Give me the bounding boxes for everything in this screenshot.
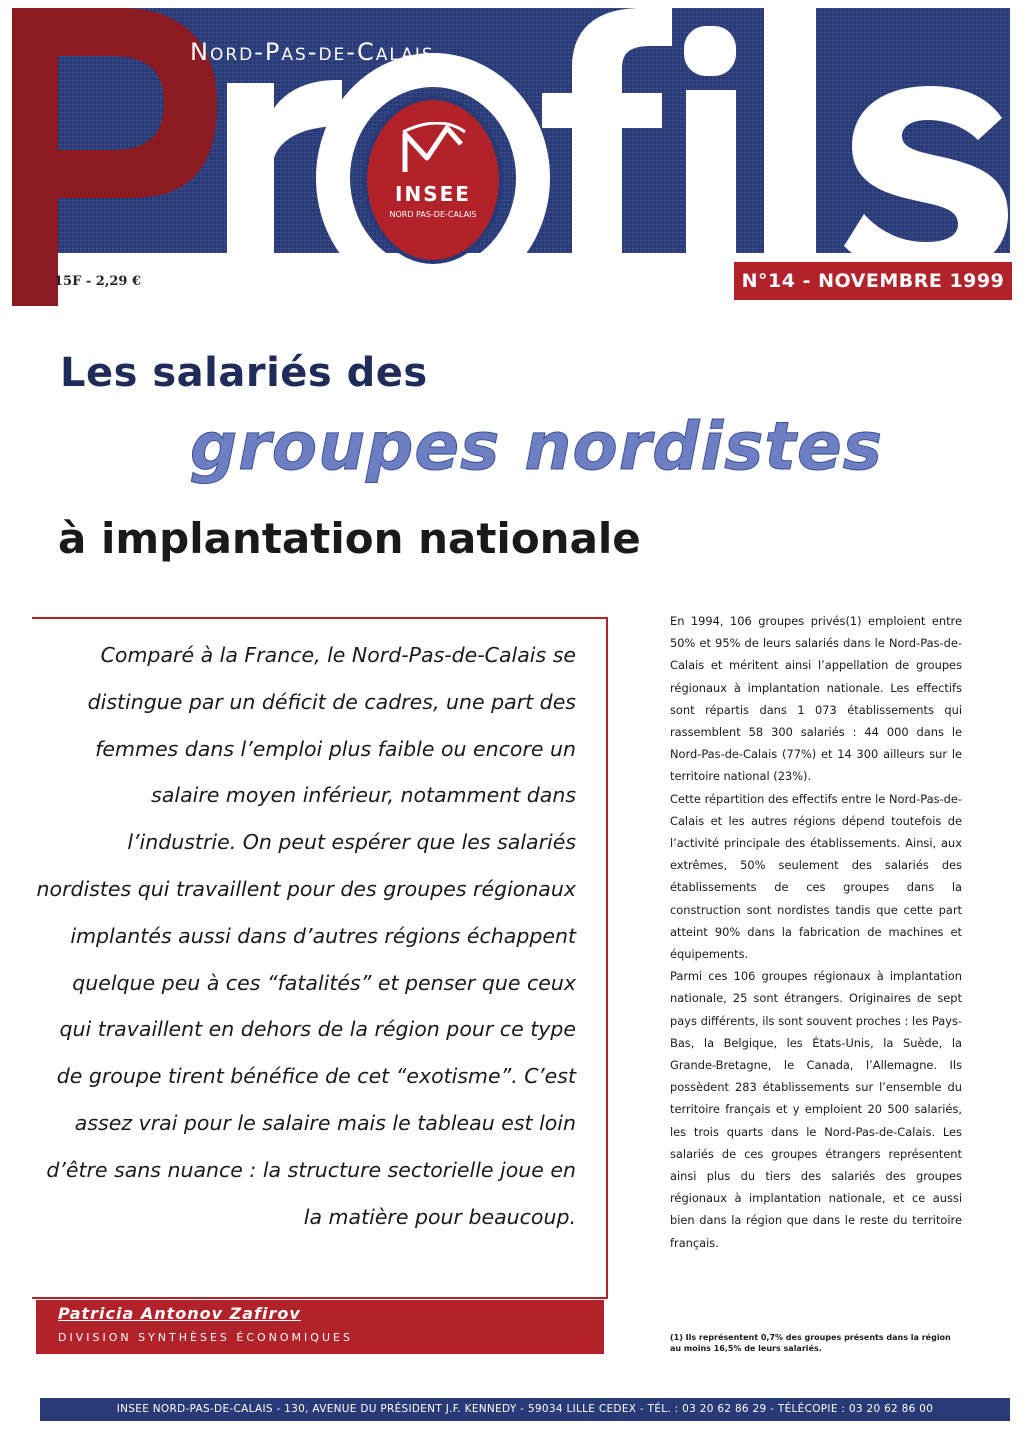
author-banner	[36, 1300, 604, 1354]
wordmark-letter-l	[764, 8, 816, 253]
body-paragraph-2: Cette répartition des effectifs entre le Nord-Pas-de-Calais et les autres régions dépend toutefois de l’activité principale des établissements. Ainsi, aux extrêmes, 50% seulement des salariés des établissements de ces groupes dans la construction sont nordistes tandis que cette part atteint 90% dans la fabrication de machines et équipements.	[670, 791, 962, 962]
wordmark-letter-s	[844, 86, 1008, 276]
wordmark-letter-i-dot	[684, 26, 736, 76]
masthead	[12, 8, 1010, 306]
insee-emblem-icon	[397, 122, 469, 178]
body-column	[670, 610, 962, 1254]
footer-address-bar: INSEE NORD-PAS-DE-CALAIS - 130, AVENUE DU PRÉSIDENT J.F. KENNEDY - 59034 LILLE CEDEX - TÉL. : 03 20 62 86 29 - TÉLÉCOPIE : 03 20 62 86 00	[40, 1398, 1010, 1421]
title-line-3: à implantation nationale	[58, 514, 641, 563]
title-line-2: groupes nordistes	[190, 408, 884, 485]
author-name: Patricia Antonov Zafirov	[58, 1304, 301, 1323]
issue-price: 15F - 2,29 €	[54, 274, 142, 289]
footnote: (1) Ils représentent 0,7% des groupes présents dans la région au moins 16,5% de leurs salariés.	[670, 1333, 951, 1353]
body-paragraph-1: En 1994, 106 groupes privés(1) emploient entre 50% et 95% de leurs salariés dans le Nord-Pas-de-Calais et méritent ainsi l’appellation de groupes régionaux à implantation nationale. Les effectifs sont répartis dans 1 073 établissements qui rassemblent 58 300 salariés : 44 000 dans le Nord-Pas-de-Calais (77%) et 14 300 ailleurs sur le territoire national (23%).	[670, 614, 962, 784]
title-line-1: Les salariés des	[60, 350, 428, 396]
region-name: Nord-Pas-de-Calais	[190, 38, 435, 66]
insee-logo-text: INSEE	[395, 182, 471, 206]
issue-number-date: N°14 - NOVEMBRE 1999	[734, 262, 1012, 300]
wordmark-letter-f	[542, 8, 672, 253]
abstract-text: Comparé à la France, le Nord-Pas-de-Calais se distingue par un déficit de cadres, une part des femmes dans l’emploi plus faible ou encore un salaire moyen inférieur, notamment dans l’industrie. On peut espérer que les salariés nordistes qui travaillent pour des groupes régionaux implantés aussi dans d’autres régions échappent quelque peu à ces “fatalités” et penser que ceux qui travaillent en dehors de la région pour ce type de groupe tirent bénéfice de cet “exotisme”. C’est assez vrai pour le salaire mais le tableau est loin d’être sans nuance : la structure sectorielle joue en la matière pour beaucoup.	[36, 643, 576, 1229]
author-division: DIVISION SYNTHÈSES ÉCONOMIQUES	[58, 1331, 353, 1344]
wordmark-letter-i	[686, 90, 736, 253]
body-paragraph-3: Parmi ces 106 groupes régionaux à implantation nationale, 25 sont étrangers. Originaires de sept pays différents, ils sont souvent proches : les Pays-Bas, la Belgique, les États-Unis, la Suède, la Grande-Bretagne, le Canada, l’Allemagne. Ils possèdent 283 établissements sur l’ensemble du territoire français et y emploient 20 500 salariés, les trois quarts dans le Nord-Pas-de-Calais. Les salariés de ces groupes étrangers représentent ainsi plus du tiers des salariés des groupes régionaux à implantation nationale, et ce aussi bien dans la région que dans le reste du territoire français.	[670, 969, 962, 1250]
wordmark-letter-p	[12, 8, 217, 306]
insee-logo-subtext: NORD PAS-DE-CALAIS	[389, 210, 477, 219]
insee-logo	[367, 100, 499, 260]
